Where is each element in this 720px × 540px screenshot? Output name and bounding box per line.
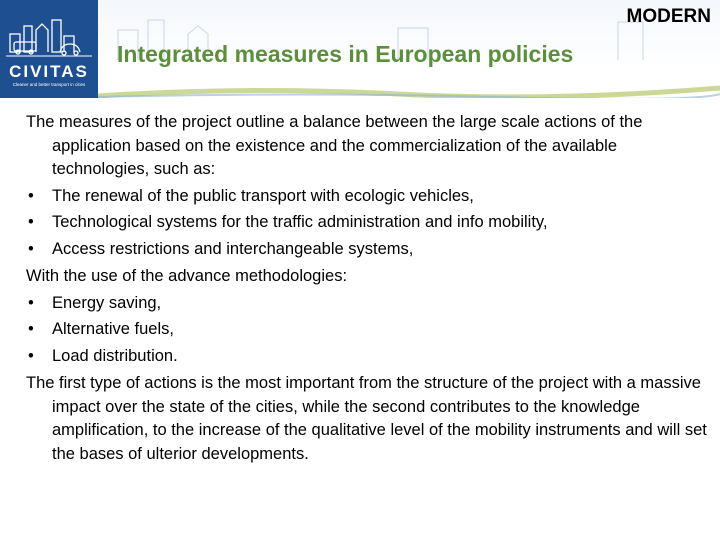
list-item-text: Technological systems for the traffic administration and info mobility, (52, 213, 548, 231)
bullet-icon: • (28, 320, 34, 338)
methods-paragraph: With the use of the advance methodologies: (26, 267, 348, 285)
bullet-icon: • (28, 213, 34, 231)
bullet-icon: • (28, 346, 34, 365)
list-item (26, 345, 716, 369)
city-skyline-icon (0, 0, 98, 62)
list-item (26, 318, 716, 342)
list-item-text: Load distribution. (52, 346, 178, 365)
list-item (26, 185, 716, 209)
project-tag: MODERN (626, 6, 711, 27)
list-item-text: Alternative fuels, (52, 320, 174, 338)
list-item (26, 292, 716, 316)
list-item-text: Access restrictions and interchangeable systems, (52, 239, 414, 258)
methodology-list (26, 292, 716, 369)
conclusion-paragraph: The first type of actions is the most important from the structure of the project with a massive impact over the state of the cities, while the second contributes to the knowledge amplification, to the increase of the qualitative level of the mobility instruments and will set the bases of ulterior developments. (26, 374, 707, 463)
bullet-icon: • (28, 186, 34, 205)
civitas-logo (0, 0, 98, 98)
bullet-icon: • (28, 239, 34, 258)
logo-tagline: Cleaner and better transport in cities (12, 82, 86, 87)
slide-title: Integrated measures in European policies (117, 41, 574, 67)
slide-body (26, 111, 716, 466)
list-item (26, 211, 716, 235)
list-item-text: The renewal of the public transport with ecologic vehicles, (52, 186, 474, 205)
intro-paragraph: The measures of the project outline a balance between the large scale actions of the application based on the existence and the commercialization of the available technologies, such as: (26, 113, 643, 178)
list-item-text: Energy saving, (52, 293, 162, 312)
bullet-icon: • (28, 293, 34, 312)
technology-list (26, 185, 716, 262)
logo-wordmark: CIVITAS (9, 62, 89, 81)
list-item (26, 238, 716, 262)
